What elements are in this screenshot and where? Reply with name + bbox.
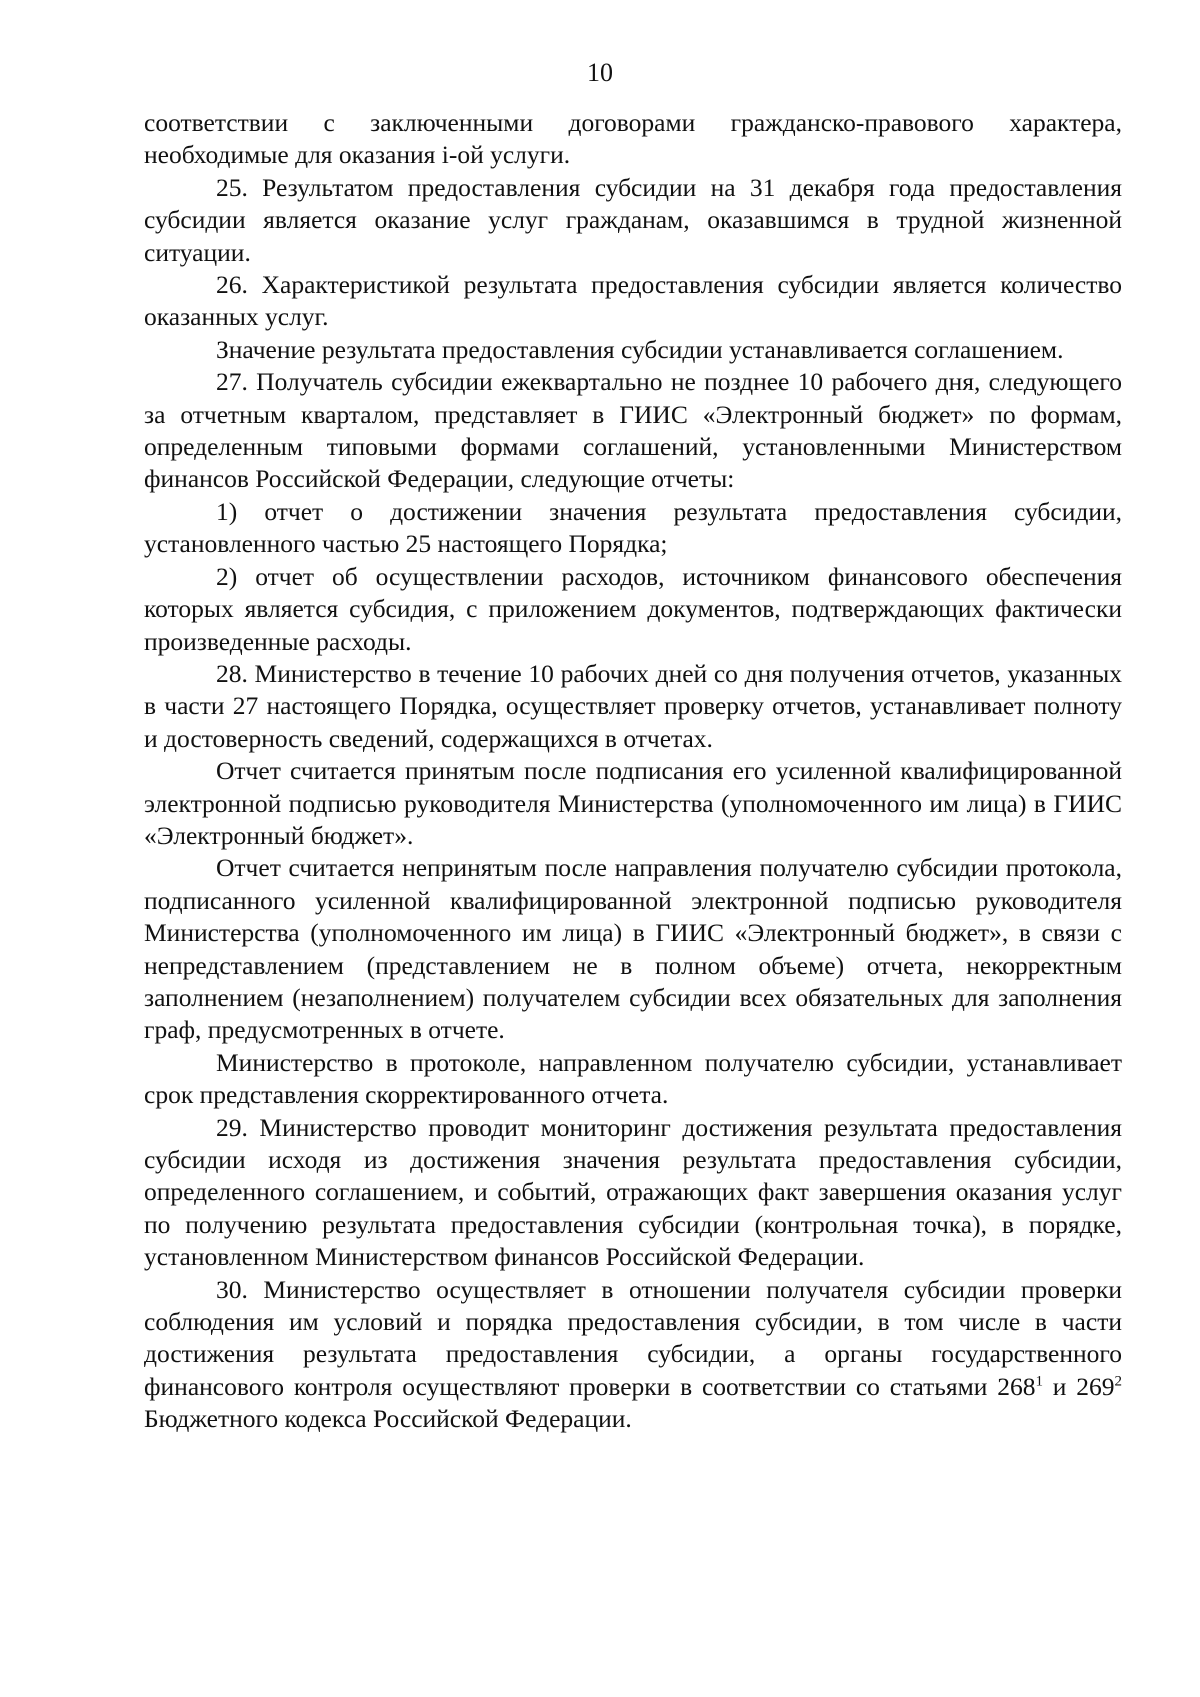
paragraph-28-accepted: Отчет считается принятым после подписания его усиленной квалифицированной электронной подписью руководителя Министерства (уполномоченного им лица) в ГИИС «Электронный бюджет».: [144, 756, 1122, 850]
paragraph-25: 25. Результатом предоставления субсидии на 31 декабря года предоставления субсидии является оказание услуг гражданам, оказавшимся в трудной жизненной ситуации.: [144, 172, 1122, 267]
paragraph-28-rejected: Отчет считается непринятым после направления получателю субсидии протокола, подписанного усиленной квалифицированной электронной подписью руководителя Министерства (уполномоченного им лица) в ГИИС «Электронный бюджет», в связи с непредставлением (представлением не в полном объеме) отчета, некорректным заполнением (незаполнением) получателем субсидии всех обязательных для заполнения граф, предусмотренных в отчете.: [144, 853, 1122, 1045]
page-number: 10: [587, 58, 613, 87]
footnote-superscript-1: 1: [1035, 1373, 1043, 1390]
paragraph-28-protocol: Министерство в протоколе, направленном получателю субсидии, устанавливает срок представления скорректированного отчета.: [144, 1047, 1122, 1110]
paragraph-29: 29. Министерство проводит мониторинг достижения результата предоставления субсидии исходя из достижения значения результата предоставления субсидии, определенного соглашением, и событий, отражающих факт завершения оказания услуг по получению результата предоставления субсидии (контрольная точка), в порядке, установленном Министерством финансов Российской Федерации.: [144, 1112, 1122, 1272]
footnote-superscript-2: 2: [1114, 1373, 1122, 1390]
paragraph-30-text-2: и 269: [1043, 1371, 1115, 1401]
paragraph-26-value: Значение результата предоставления субсидии устанавливается соглашением.: [216, 334, 1064, 364]
paragraph-continuation: соответствии с заключенными договорами гражданско-правового характера, необходимые для оказания i-ой услуги.: [144, 108, 1122, 170]
paragraph-26: 26. Характеристикой результата предоставления субсидии является количество оказанных услуг.: [144, 270, 1122, 332]
paragraph-27: 27. Получатель субсидии ежеквартально не позднее 10 рабочего дня, следующего за отчетным кварталом, представляет в ГИИС «Электронный бюджет» по формам, определенным типовыми формами соглашений, установленными Министерством финансов Российской Федерации, следующие отчеты:: [144, 367, 1122, 494]
paragraph-27-item-2: 2) отчет об осуществлении расходов, источником финансового обеспечения которых является субсидия, с приложением документов, подтверждающих фактически произведенные расходы.: [144, 561, 1122, 656]
paragraph-30-text-1: 30. Министерство осуществляет в отношении получателя субсидии проверки соблюдения им условий и порядка предоставления субсидии, в том числе в части достижения результата предоставления субсидии, а органы государственного финансового контроля осуществляют проверки в соответствии со статьями 268: [144, 1274, 1122, 1401]
paragraph-27-item-1: 1) отчет о достижении значения результата предоставления субсидии, установленного частью 25 настоящего Порядка;: [144, 496, 1122, 559]
paragraph-28: 28. Министерство в течение 10 рабочих дней со дня получения отчетов, указанных в части 27 настоящего Порядка, осуществляет проверку отчетов, устанавливает полноту и достоверность сведений, содержащихся в отчетах.: [144, 658, 1122, 753]
paragraph-30-text-3: Бюджетного кодекса Российской Федерации.: [144, 1404, 632, 1434]
paragraph-30: [144, 1274, 1122, 1436]
document-body: [144, 107, 1122, 1436]
